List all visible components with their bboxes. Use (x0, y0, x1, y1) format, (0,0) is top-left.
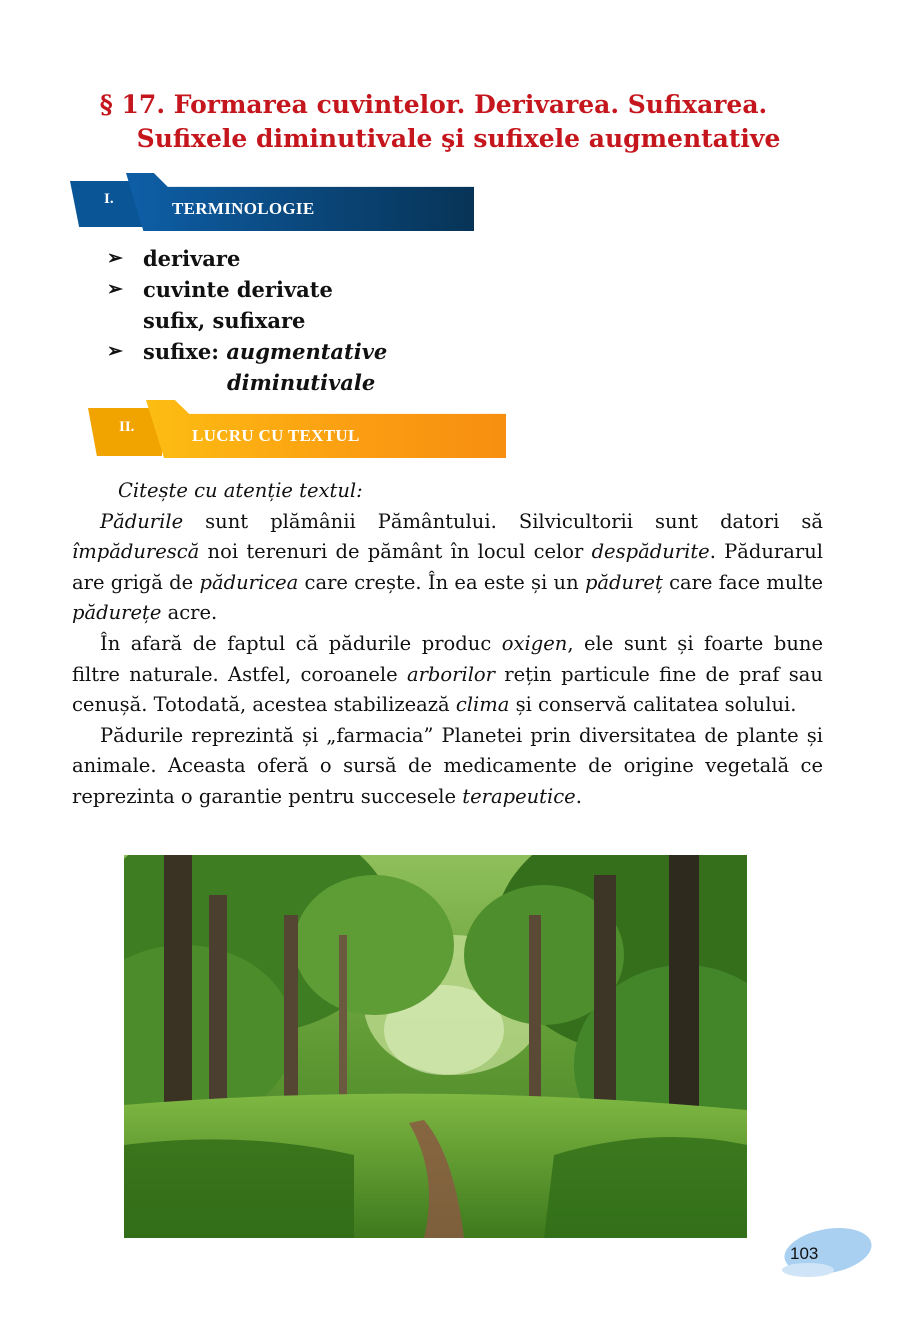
text-span: Pădurile (100, 509, 184, 533)
terminology-list (107, 243, 387, 398)
text-span: rețin particule fine de praf sau cenușă. Totodată, acestea stabilizează (72, 662, 823, 717)
text-span: despădurite (591, 540, 710, 564)
text-span: acre. (161, 601, 218, 625)
list-item (107, 336, 387, 367)
text-span: , ele sunt și foarte bune filtre naturale. Astfel, coroanele (72, 631, 823, 686)
arrow-bullet-icon: ➢ (107, 247, 123, 269)
text-span: pădureț (584, 570, 663, 594)
term-text: cuvinte derivate (143, 277, 333, 302)
text-span: În afară de faptul că pădurile produc (100, 631, 502, 655)
paragraph (72, 507, 823, 629)
list-item (107, 367, 387, 398)
lesson-title-line1: § 17. Formarea cuvintelor. Derivarea. Sufixarea. (99, 90, 768, 119)
text-span: noi terenuri de pământ în locul celor (199, 540, 592, 564)
section-label: TERMINOLOGIE (172, 199, 315, 218)
text-span: oxigen (501, 631, 568, 655)
text-span: și conservă calitatea solului. (509, 693, 797, 717)
section-banner-terminology (70, 173, 474, 231)
text-span: . Pădurarul are grigă de (72, 540, 823, 594)
term-text-italic: diminutivale (227, 370, 376, 395)
list-item (107, 305, 387, 336)
text-span: arborilor (406, 662, 495, 686)
text-span: care crește. În ea este și un (298, 570, 585, 594)
text-span: împădurescă (72, 540, 200, 564)
text-span: . (575, 784, 582, 808)
term-text: sufixe: (143, 339, 219, 364)
arrow-bullet-icon: ➢ (107, 340, 123, 362)
text-span: care face multe (662, 570, 823, 594)
text-span: clima (455, 693, 510, 717)
list-item (107, 274, 387, 305)
paragraph (72, 721, 823, 813)
text-span: Pădurile reprezintă și „farmacia” Planetei prin diversitatea de plante și animale. Aceasta oferă o sursă de medicamente de origine vegetală ce reprezinta o garantie pentru succesele (72, 723, 823, 808)
text-span: terapeutice (462, 784, 576, 808)
text-span: păduricea (199, 570, 299, 594)
section-number: I. (104, 191, 114, 207)
lesson-title-line2: Sufixele diminutivale şi sufixele augmentative (136, 124, 781, 153)
forest-illustration (124, 855, 747, 1238)
section-banner-text-work (88, 400, 506, 458)
paragraph (72, 629, 823, 721)
term-text-italic: augmentative (226, 339, 388, 364)
forest-photo (124, 855, 747, 1238)
page-number: 103 (790, 1244, 819, 1263)
term-text: derivare (143, 246, 241, 271)
instruction: Citește cu atenție textul: (118, 479, 363, 502)
list-item (107, 243, 387, 274)
reading-text (72, 476, 823, 813)
lesson-title (0, 88, 907, 156)
section-number: II. (119, 419, 135, 435)
term-text: sufix, sufixare (143, 308, 306, 333)
text-span: sunt plămânii Pământului. Silvicultorii sunt datori să (183, 509, 823, 533)
section-label: LUCRU CU TEXTUL (192, 426, 360, 445)
text-span: pădurețe (72, 601, 162, 625)
arrow-bullet-icon: ➢ (107, 278, 123, 300)
